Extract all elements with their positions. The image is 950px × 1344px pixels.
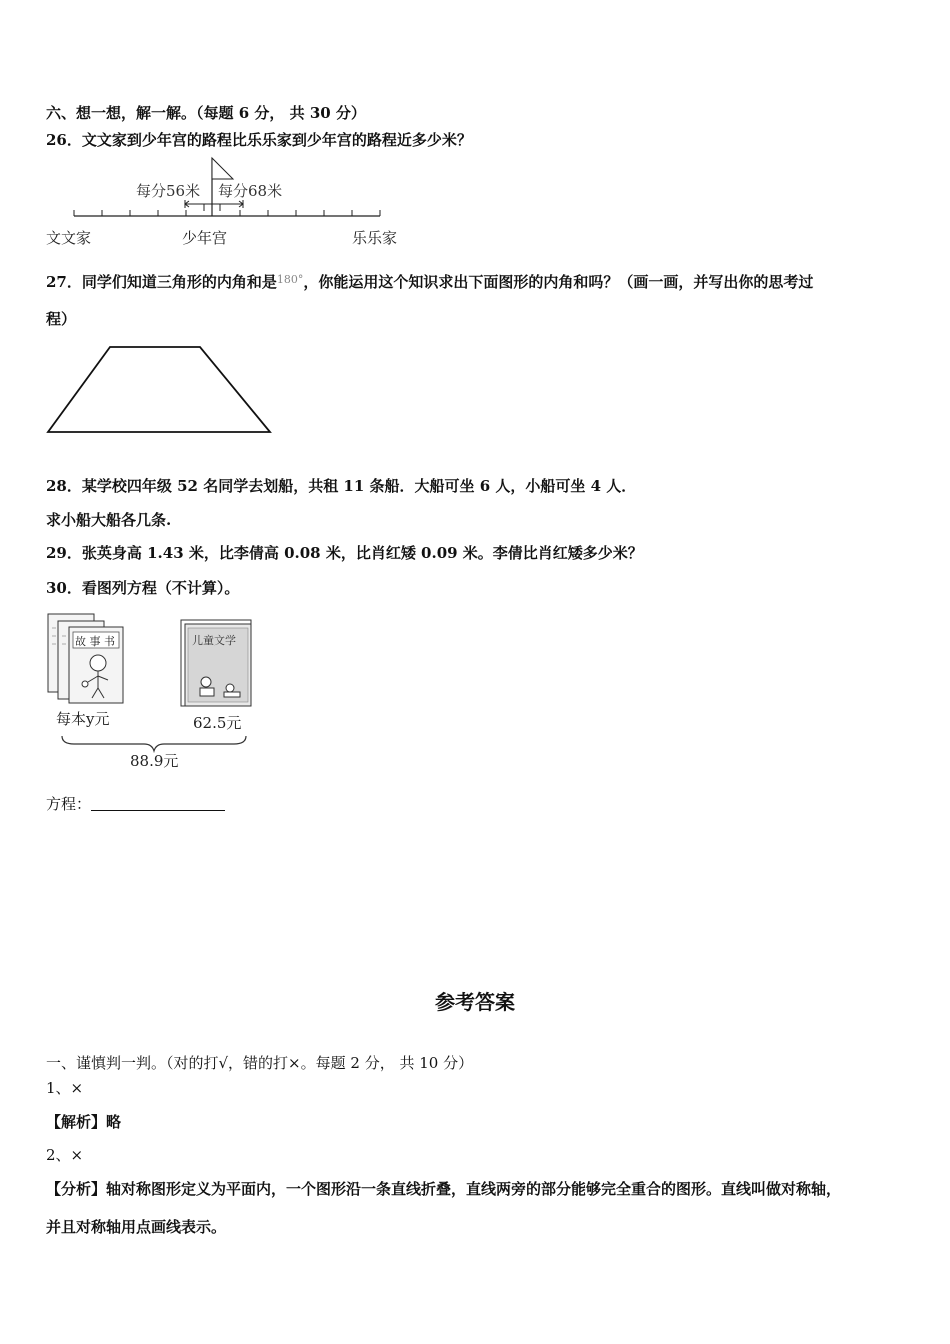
- question-28-line2: 求小船大船各几条.: [46, 511, 172, 529]
- books-figure: [44, 608, 264, 776]
- question-27: 27．同学们知道三角形的内角和是$^{180^\circ}$，你能运用这个知识求出下面图形的内角和吗？（画一画，并写出你的思考过: [46, 273, 814, 291]
- left-speed-label: 每分56米: [136, 182, 201, 200]
- answer-1-analysis: 【解析】略: [46, 1113, 122, 1131]
- answers-section-1: 一、谨慎判一判。（对的打√，错的打×。每题 2 分， 共 10 分）: [46, 1054, 474, 1072]
- question-29: 29．张英身高 1.43 米，比李倩高 0.08 米，比肖红矮 0.09 米。李倩比肖红矮多少米？: [46, 544, 643, 562]
- equation-line: 方程：: [46, 793, 225, 814]
- children-literature-title: 儿童文学: [192, 634, 236, 647]
- question-30: 30．看图列方程（不计算）。: [46, 579, 240, 597]
- trapezoid-figure: [44, 344, 276, 436]
- flag: [212, 158, 233, 179]
- section-6-heading: 六、想一想，解一解。（每题 6 分， 共 30 分）: [46, 104, 366, 122]
- answer-2-analysis-line2: 并且对称轴用点画线表示。: [46, 1218, 227, 1236]
- answer-title: 参考答案: [435, 990, 515, 1014]
- story-book-title: 故 事 书: [75, 635, 115, 648]
- degree-value: 180°: [276, 273, 304, 286]
- label-youth-palace: 少年宫: [182, 229, 228, 247]
- total-price-label: 88.9元: [130, 752, 179, 770]
- equation-blank[interactable]: [91, 796, 225, 811]
- price-each-label: 每本y元: [56, 710, 110, 728]
- price-children-literature: 62.5元: [193, 714, 242, 732]
- answer-2: 2、×: [46, 1146, 84, 1164]
- story-book-stack: [48, 614, 123, 703]
- total-brace: [62, 736, 246, 751]
- speed-arrows: [185, 200, 243, 211]
- question-28-line1: 28．某学校四年级 52 名同学去划船，共租 11 条船．大船可坐 6 人，小船可坐 4 人．: [46, 477, 637, 495]
- answer-1: 1、×: [46, 1079, 84, 1097]
- route-diagram: [40, 155, 420, 250]
- label-wenwen-home: 文文家: [46, 229, 92, 247]
- question-27-cont: 程）: [46, 310, 77, 328]
- question-26: 26．文文家到少年宫的路程比乐乐家到少年宫的路程近多少米？: [46, 131, 472, 149]
- answer-2-analysis-line1: 【分析】轴对称图形定义为平面内，一个图形沿一条直线折叠，直线两旁的部分能够完全重合的图形。直线叫做对称轴，: [46, 1180, 842, 1198]
- right-speed-label: 每分68米: [218, 182, 283, 200]
- label-lele-home: 乐乐家: [352, 229, 398, 247]
